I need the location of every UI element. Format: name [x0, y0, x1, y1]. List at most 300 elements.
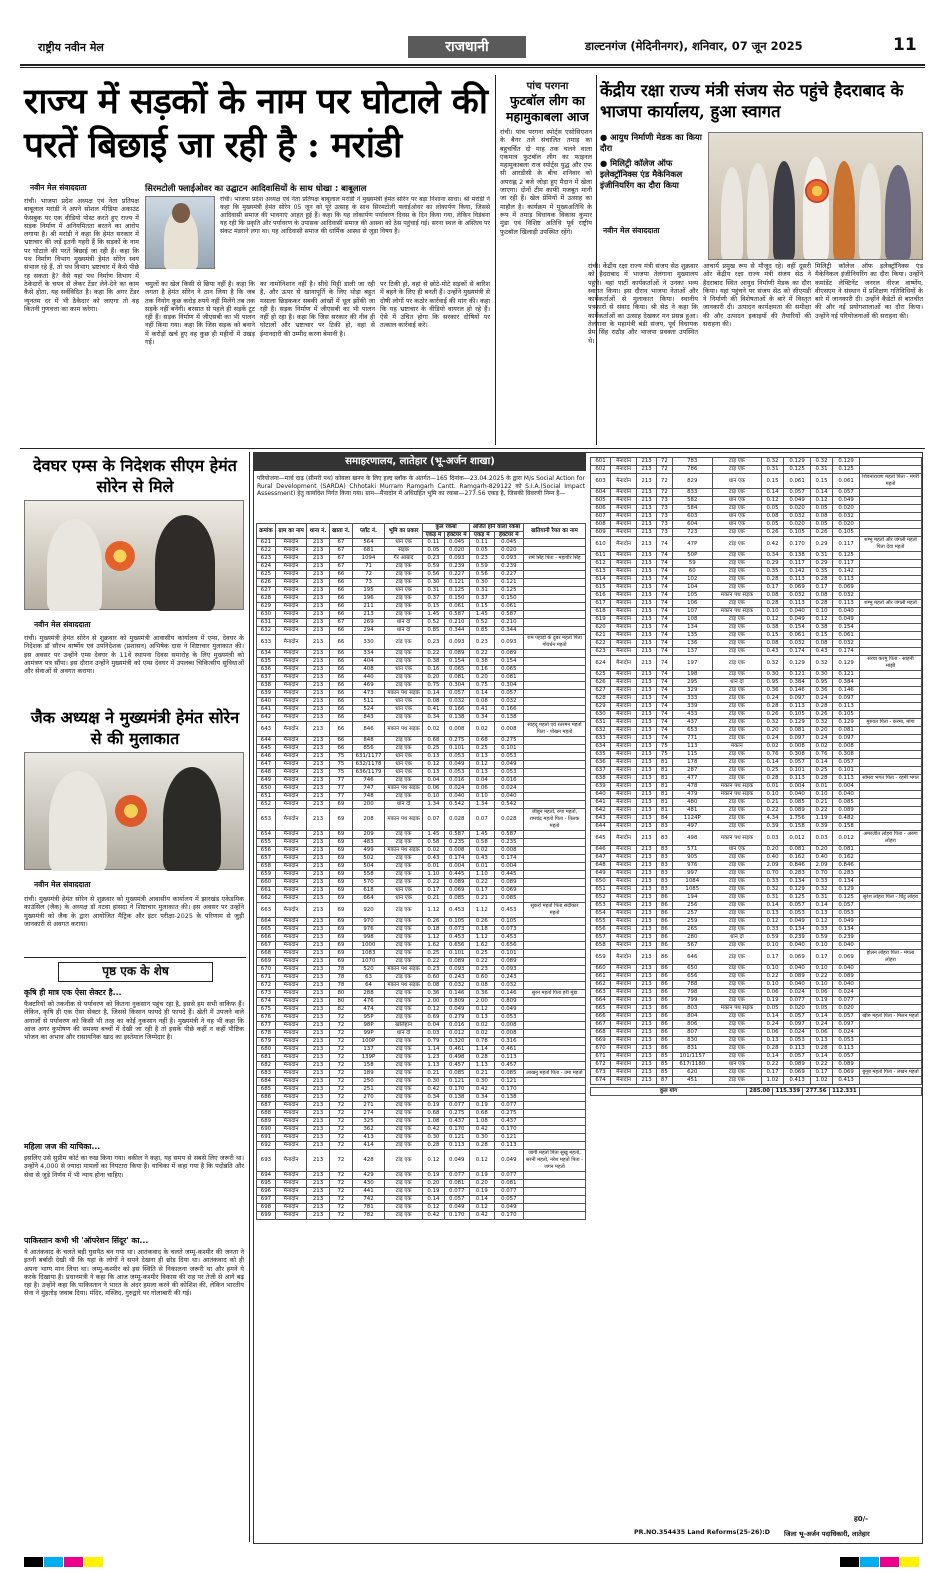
continued-body2: इसलिए उसे सुप्रीम कोर्ट का रुख किया गया। वकील ने कहा, यह समय से सबसे लिए जरूरी था। उन्होंने 4,000 से ज्यादा मामलों का निपटारा किया है। याचिका में कहा गया है कि पदोन्नति और सेवा से जुड़े निर्णय में भी न्याय होना चाहिए। [24, 1154, 244, 1179]
table-cell: 69 [329, 847, 353, 855]
table-cell: मैनादोन [611, 656, 637, 671]
table-cell: 74 [657, 568, 673, 576]
table-cell: 0.121 [444, 1078, 469, 1086]
table-cell: 0.142 [784, 568, 811, 576]
table-cell: 213 [307, 1038, 329, 1046]
table-cell: 0.14 [761, 759, 783, 767]
table-cell: 0.14 [810, 489, 832, 497]
table-cell: 0.057 [494, 690, 523, 698]
table-cell: मकान पथ सड़क [384, 785, 422, 793]
table-cell: 0.016 [444, 777, 469, 785]
table-cell: 511 [353, 698, 385, 706]
table-row [591, 608, 922, 616]
table-cell: 0.113 [784, 600, 811, 608]
table-cell: 0.020 [444, 547, 469, 555]
table-cell: 0.30 [423, 579, 444, 587]
table-cell: 0.004 [444, 863, 469, 871]
table-cell: 66 [329, 674, 353, 682]
table-cell: 288 [353, 990, 385, 998]
table-cell: 0.08 [469, 982, 494, 990]
table-cell: मैनादोन [275, 1196, 306, 1204]
table-cell: धान एक [712, 846, 761, 854]
table-cell: 663 [257, 903, 276, 918]
table-cell: 0.089 [444, 650, 469, 658]
table-cell: 0.437 [444, 1118, 469, 1126]
table-cell: 213 [637, 1013, 657, 1021]
table-cell: 0.20 [810, 727, 832, 735]
table-cell: 0.138 [494, 1094, 523, 1102]
table-cell: 641 [257, 706, 276, 714]
table-cell: 250 [353, 1078, 385, 1086]
table-cell: 0.95 [761, 679, 783, 687]
table-cell: 688 [257, 1110, 276, 1118]
table-cell: 0.453 [444, 903, 469, 918]
table-cell: 213 [637, 942, 657, 950]
table-cell: मैनादोन [611, 1037, 637, 1045]
table-cell: 0.60 [423, 974, 444, 982]
table-cell: 833 [672, 489, 712, 497]
table-cell: 83 [657, 854, 673, 862]
table-cell: 213 [637, 529, 657, 537]
table-cell: 100P [353, 1038, 385, 1046]
table-cell: टांड़ एक [712, 878, 761, 886]
table-row [591, 584, 922, 592]
table-cell: टांड़ एक [384, 926, 422, 934]
table-cell: 0.17 [469, 887, 494, 895]
table-cell: 0.30 [469, 579, 494, 587]
table-cell: 213 [307, 1118, 329, 1126]
table-cell: 72 [329, 1212, 353, 1220]
table-cell: 0.069 [833, 1069, 860, 1077]
table-cell: 663 [591, 989, 611, 997]
football-body: रांची। पांच परगना स्पोर्ट्स एसोसिएशन के बैनर तले संचालित तमाड़ का बहुचर्चित दो माह तक चलने वाला एकमात्र फुटबॉल लीग का फाइनल महामुकाबला राज स्पोर्ट्स युद्ध और एफ सी आरडीसी के बीच शनिवार को अपराह्न 2 बजे जोड़ा हुए मैदान में खेला जाएगा। दोनों टीम काफी मजबूत मानी जा रही हैं। खेल प्रेमियों में उत्साह का माहौल है। कार्यक्रम में मुख्यअतिथि के रूप में तमाड़ विधायक विकास कुमार मुंडा एवं विशिष्ट अतिथि पूर्व राष्ट्रीय फुटबॉल खिलाड़ी उपस्थित रहेंगे। [500, 128, 592, 236]
table-cell: 0.093 [494, 555, 523, 563]
table-cell: 0.129 [833, 886, 860, 894]
raiyat-cell [524, 706, 586, 714]
table-cell: 0.05 [810, 1005, 832, 1013]
table-cell: 0.15 [423, 603, 444, 611]
table-cell: 665 [257, 926, 276, 934]
table-cell: 213 [307, 1126, 329, 1134]
table-cell: 213 [637, 1045, 657, 1053]
table-cell: मैनादोन [275, 674, 306, 682]
table-cell: धान दो [712, 934, 761, 942]
table-cell: 0.39 [761, 823, 783, 831]
defence-bullet-1: ● आयुध निर्माणी मेडक का किया दौरा [600, 132, 702, 153]
table-cell: 213 [307, 1086, 329, 1094]
table-cell: 633 [591, 735, 611, 743]
table-row [257, 801, 586, 809]
table-cell: 0.10 [810, 791, 832, 799]
table-cell: 0.28 [423, 1142, 444, 1150]
table-cell: मैनादोन [275, 903, 306, 918]
table-cell: टांड़ एक [712, 552, 761, 560]
table-cell: 0.24 [810, 1021, 832, 1029]
table-cell: टांड़ एक [712, 807, 761, 815]
table-row [257, 1094, 586, 1102]
table-cell: 0.10 [810, 981, 832, 989]
table-cell: 0.22 [810, 973, 832, 981]
table-cell: 78 [329, 982, 353, 990]
table-cell: 664 [591, 997, 611, 1005]
table-cell: सड़क [384, 547, 422, 555]
table-cell: मैनादोन [611, 997, 637, 1005]
table-cell: 66 [329, 690, 353, 698]
table-cell: 661 [257, 887, 276, 895]
table-cell: 74 [657, 727, 673, 735]
table-cell: 213 [307, 847, 329, 855]
table-cell: धान एक [384, 753, 422, 761]
table-cell: मकान पथ सड़क [384, 966, 422, 974]
table-cell: 0.13 [761, 910, 783, 918]
table-row [591, 751, 922, 759]
table-cell: 259 [672, 918, 712, 926]
table-cell: टांड़ एक [712, 870, 761, 878]
table-cell: 481 [672, 807, 712, 815]
table-cell: 0.097 [833, 695, 860, 703]
table-cell: 652 [591, 894, 611, 902]
registration-bars-left [24, 1552, 104, 1571]
table-cell: 287 [672, 767, 712, 775]
table-cell: 213 [637, 1053, 657, 1061]
table-cell: 693 [257, 1150, 276, 1172]
table-cell: 213 [307, 698, 329, 706]
table-cell: 213 [307, 1070, 329, 1078]
table-cell: 0.032 [833, 640, 860, 648]
table-cell: 213 [637, 767, 657, 775]
table-row [591, 521, 922, 529]
table-cell: 0.03 [761, 831, 783, 846]
table-cell: 0.32 [810, 886, 832, 894]
raiyat-cell [860, 1053, 922, 1061]
table-cell: टांड़ एक [712, 529, 761, 537]
table-cell: 0.032 [784, 592, 811, 600]
table-cell: मैनादोन [275, 1022, 306, 1030]
table-cell: टांड़ एक [712, 711, 761, 719]
table-cell: 1.34 [469, 801, 494, 809]
table-cell: 0.129 [833, 719, 860, 727]
table-cell: 691 [257, 1134, 276, 1142]
col-gram: ग्राम का नाम [275, 524, 306, 539]
table-cell: 0.32 [761, 458, 783, 466]
table-cell: 86 [657, 965, 673, 973]
table-cell: 0.28 [810, 1045, 832, 1053]
table-cell: मैनादोन [275, 603, 306, 611]
table-cell: टांड़ एक [712, 942, 761, 950]
table-cell: 66 [329, 603, 353, 611]
table-cell: 72 [329, 1126, 353, 1134]
table-cell: टांड़ एक [384, 1086, 422, 1094]
table-row [257, 966, 586, 974]
table-cell: 1.10 [423, 871, 444, 879]
table-cell: 0.320 [444, 1038, 469, 1046]
table-cell: 0.14 [761, 902, 783, 910]
table-cell: 0.25 [423, 745, 444, 753]
table-cell: टांड़ एक [712, 648, 761, 656]
deoghar-photo-caption: नवीन मेल संवाददाता [34, 620, 91, 629]
table-row [257, 1188, 586, 1196]
table-cell: 0.17 [423, 887, 444, 895]
table-cell: 672 [591, 1061, 611, 1069]
table-cell: 213 [637, 632, 657, 640]
table-row [591, 679, 922, 687]
table-cell: 0.101 [444, 745, 469, 753]
table-cell: 213 [637, 735, 657, 743]
table-cell: 0.117 [833, 537, 860, 552]
table-cell: 86 [657, 1029, 673, 1037]
table-cell: 0.06 [761, 989, 783, 997]
table-row [257, 619, 586, 627]
table-cell: 831 [672, 1045, 712, 1053]
table-cell: 622 [257, 547, 276, 555]
table-cell: 213 [307, 650, 329, 658]
table-cell: धान दो [384, 627, 422, 635]
table-cell: 626 [591, 679, 611, 687]
table-cell: टांड़ एक [384, 1188, 422, 1196]
table-cell: 747 [353, 785, 385, 793]
table-cell: 0.32 [761, 886, 783, 894]
table-cell: 74 [657, 719, 673, 727]
table-cell: 2.09 [761, 862, 783, 870]
table-row [591, 711, 922, 719]
table-cell: मैनादोन [611, 807, 637, 815]
table-cell: टांड़ एक [384, 974, 422, 982]
raiyat-cell: अमरजीत लोहरा पिता - अरुण लोहरा [860, 831, 922, 846]
table-cell: मैनादोन [611, 552, 637, 560]
raiyat-cell [524, 974, 586, 982]
table-cell: 0.18 [469, 926, 494, 934]
table-cell: 0.162 [833, 854, 860, 862]
table-row [591, 568, 922, 576]
table-cell: टांड़ एक [384, 1078, 422, 1086]
table-cell: 0.31 [810, 552, 832, 560]
table-cell: 251 [353, 1086, 385, 1094]
table-cell: 0.59 [423, 563, 444, 571]
table-row [591, 981, 922, 989]
raiyat-cell [860, 466, 922, 474]
table-cell: 642 [257, 714, 276, 722]
table-cell: धान एक [384, 539, 422, 547]
table-cell: 649 [591, 870, 611, 878]
table-cell: 0.12 [810, 918, 832, 926]
table-cell: 0.069 [784, 950, 811, 965]
table-cell: 798 [672, 989, 712, 997]
raiyat-cell [860, 870, 922, 878]
table-cell: 479 [672, 791, 712, 799]
raiyat-cell [524, 1014, 586, 1022]
table-cell: 213 [307, 1134, 329, 1142]
table-cell: 69 [329, 809, 353, 831]
table-cell: 72 [329, 1134, 353, 1142]
table-cell: 0.150 [494, 595, 523, 603]
table-cell: 0.093 [494, 966, 523, 974]
table-cell: टांड़ एक [384, 1014, 422, 1022]
table-cell: टांड़ एक [712, 568, 761, 576]
table-cell: 656 [257, 847, 276, 855]
table-cell: 0.174 [784, 648, 811, 656]
table-cell: 67 [329, 555, 353, 563]
total-hect-1: 115.339 [773, 1088, 803, 1096]
table-cell: मैनादोन [275, 611, 306, 619]
table-cell: मैनादोन [611, 743, 637, 751]
table-cell: 0.243 [494, 974, 523, 982]
table-cell: मैनादोन [611, 1053, 637, 1061]
table-cell: 440 [353, 674, 385, 682]
table-row [591, 886, 922, 894]
raiyat-cell [524, 855, 586, 863]
table-cell: 998 [353, 934, 385, 942]
raiyat-cell [524, 547, 586, 555]
table-cell: मैनादोन [275, 1188, 306, 1196]
table-cell: 0.121 [494, 579, 523, 587]
table-cell: 970 [353, 918, 385, 926]
raiyat-cell [524, 1172, 586, 1180]
defence-byline: नवीन मेल संवाददाता [603, 226, 660, 235]
table-cell: 624 [257, 563, 276, 571]
table-cell: 69 [329, 839, 353, 847]
table-cell: 213 [307, 785, 329, 793]
table-cell: 843 [353, 714, 385, 722]
table-cell: 194 [672, 894, 712, 902]
table-cell: 213 [307, 690, 329, 698]
table-cell: मैनादोन [611, 505, 637, 513]
table-row [591, 648, 922, 656]
table-cell: टांड़ एक [384, 611, 422, 619]
table-row [257, 611, 586, 619]
table-cell: 0.032 [444, 698, 469, 706]
table-cell: 213 [637, 950, 657, 965]
table-cell: 265 [672, 926, 712, 934]
table-cell: 670 [591, 1045, 611, 1053]
table-cell: 0.049 [494, 1150, 523, 1172]
table-cell: 0.587 [444, 611, 469, 619]
total-blank [860, 1088, 922, 1096]
table-cell: 627 [257, 587, 276, 595]
table-cell: 66 [329, 650, 353, 658]
table-cell: 0.04 [423, 777, 444, 785]
table-cell: 499 [353, 847, 385, 855]
table-cell: 72 [329, 1030, 353, 1038]
table-row [591, 1029, 922, 1037]
table-cell: 0.08 [761, 640, 783, 648]
table-cell: 0.36 [469, 990, 494, 998]
table-cell: 0.113 [784, 576, 811, 584]
table-cell: 0.089 [833, 807, 860, 815]
table-cell: 1083 [353, 950, 385, 958]
table-cell: 0.113 [784, 1045, 811, 1053]
table-cell: 0.008 [833, 743, 860, 751]
table-cell: मैनादोन [275, 745, 306, 753]
table-cell: 0.069 [784, 584, 811, 592]
table-cell: 0.210 [444, 619, 469, 627]
table-cell: 622 [591, 640, 611, 648]
table-row [257, 761, 586, 769]
raiyat-cell [524, 603, 586, 611]
table-cell: 74 [657, 616, 673, 624]
table-cell: 671 [591, 1053, 611, 1061]
table-row [257, 658, 586, 666]
table-cell: 0.22 [761, 1061, 783, 1069]
raiyat-cell [524, 698, 586, 706]
table-cell: मैनादोन [275, 1078, 306, 1086]
table-cell: 0.06 [761, 1029, 783, 1037]
table-cell: 659 [257, 871, 276, 879]
table-row [257, 1180, 586, 1188]
table-cell: 0.23 [469, 555, 494, 563]
table-cell: 0.308 [833, 751, 860, 759]
table-cell: मैनादोन [275, 1054, 306, 1062]
table-cell: 0.040 [833, 791, 860, 799]
table-cell: 0.21 [423, 895, 444, 903]
table-cell: 213 [637, 823, 657, 831]
table-row [257, 1172, 586, 1180]
table-cell: 74 [657, 640, 673, 648]
raiyat-cell [860, 711, 922, 719]
table-cell: 0.227 [494, 571, 523, 579]
table-cell: 0.36 [761, 687, 783, 695]
table-cell: 678 [257, 1030, 276, 1038]
table-row [257, 839, 586, 847]
table-cell: 0.089 [833, 1061, 860, 1069]
table-cell: टांड़ एक [384, 1196, 422, 1204]
raiyat-cell [524, 1078, 586, 1086]
row-rule-1 [20, 448, 925, 449]
table-cell: मैनादोन [275, 1110, 306, 1118]
table-cell: 1.12 [469, 903, 494, 918]
table-cell: 213 [637, 640, 657, 648]
table-cell: मैनादोन [611, 823, 637, 831]
table-cell: 0.344 [444, 627, 469, 635]
table-cell: 0.081 [494, 1180, 523, 1188]
table-cell: 1.62 [423, 942, 444, 950]
table-cell: 72 [657, 489, 673, 497]
table-row [257, 1212, 586, 1220]
table-cell: 650 [257, 785, 276, 793]
table-cell: 0.30 [469, 1134, 494, 1142]
table-cell: 81 [657, 791, 673, 799]
table-cell: 1.756 [784, 815, 811, 823]
table-cell: 0.057 [444, 690, 469, 698]
table-cell: टांड़ एक [384, 1070, 422, 1078]
table-cell: धान दो [384, 619, 422, 627]
raiyat-cell [524, 879, 586, 887]
table-cell: 658 [257, 863, 276, 871]
table-cell: 674 [591, 1077, 611, 1085]
table-cell: टांड़ एक [384, 1046, 422, 1054]
table-cell: 1.45 [469, 611, 494, 619]
raiyat-cell [524, 958, 586, 966]
table-cell: 0.032 [494, 698, 523, 706]
table-cell: टांड़ एक [384, 1110, 422, 1118]
table-cell: 0.129 [784, 656, 811, 671]
table-cell: 0.057 [784, 489, 811, 497]
table-cell: 0.809 [494, 998, 523, 1006]
table-cell: 69 [329, 855, 353, 863]
table-row [257, 650, 586, 658]
table-cell: 104 [672, 584, 712, 592]
table-cell: 0.113 [833, 703, 860, 711]
raiyat-cell [524, 674, 586, 682]
table-cell: मैनादोन [611, 497, 637, 505]
table-cell: 0.02 [810, 743, 832, 751]
raiyat-cell [524, 847, 586, 855]
raiyat-cell [524, 785, 586, 793]
table-cell: मैनादोन [611, 474, 637, 489]
raiyat-cell: सुरेश लोहरा पिता - चिंटु लोहरा [860, 894, 922, 902]
table-row [591, 1045, 922, 1053]
table-row [257, 1118, 586, 1126]
table-cell: 0.38 [761, 624, 783, 632]
